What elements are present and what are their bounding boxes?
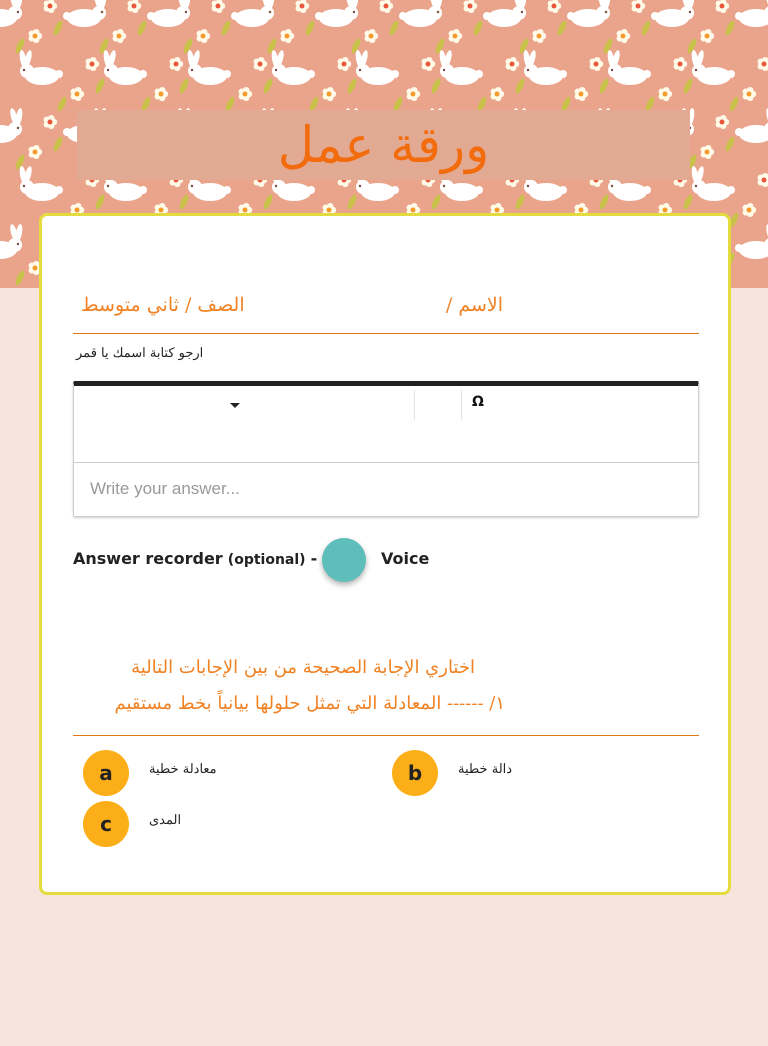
leaf-icon bbox=[556, 19, 568, 36]
flower-icon bbox=[44, 115, 58, 129]
recorder-dash: - bbox=[310, 549, 318, 568]
bunny-icon bbox=[354, 50, 399, 85]
recorder-title: Answer recorder bbox=[73, 549, 223, 568]
flower-icon bbox=[575, 87, 589, 101]
leaf-icon bbox=[430, 77, 442, 94]
leaf-icon bbox=[640, 19, 652, 36]
leaf-icon bbox=[304, 19, 316, 36]
question-instruction: اختاري الإجابة الصحيحة من بين الإجابات التالية bbox=[131, 657, 475, 678]
leaf-icon bbox=[472, 19, 484, 36]
leaf-icon bbox=[56, 95, 68, 112]
flower-icon bbox=[449, 29, 463, 43]
leaf-icon bbox=[220, 19, 232, 36]
bunny-icon bbox=[18, 166, 63, 201]
bunny-icon bbox=[0, 224, 24, 259]
flower-icon bbox=[743, 203, 757, 217]
question-text: ١/ ------ المعادلة التي تمثل حلولها بيانياً بخط مستقيم bbox=[114, 693, 505, 714]
leaf-icon bbox=[598, 193, 610, 210]
flower-icon bbox=[296, 0, 310, 13]
leaf-icon bbox=[266, 37, 278, 54]
option-letter-badge[interactable]: c bbox=[83, 801, 129, 847]
bunny-icon bbox=[438, 50, 483, 85]
flower-icon bbox=[533, 29, 547, 43]
leaf-icon bbox=[434, 37, 446, 54]
editor-toolbar bbox=[74, 386, 698, 422]
leaf-icon bbox=[136, 19, 148, 36]
bunny-icon bbox=[567, 0, 612, 27]
bunny-icon bbox=[0, 108, 24, 143]
bunny-icon bbox=[399, 0, 444, 27]
bunny-icon bbox=[231, 0, 276, 27]
leaf-icon bbox=[262, 77, 274, 94]
bunny-icon bbox=[735, 108, 768, 143]
answer-recorder bbox=[73, 549, 317, 568]
flower-icon bbox=[365, 29, 379, 43]
leaf-icon bbox=[178, 77, 190, 94]
leaf-icon bbox=[514, 77, 526, 94]
bunny-icon bbox=[651, 0, 696, 27]
flower-icon bbox=[128, 0, 142, 13]
flower-icon bbox=[380, 0, 394, 13]
leaf-icon bbox=[388, 19, 400, 36]
leaf-icon bbox=[724, 135, 736, 152]
leaf-icon bbox=[728, 95, 740, 112]
flower-icon bbox=[491, 87, 505, 101]
flower-icon bbox=[758, 173, 768, 187]
leaf-icon bbox=[98, 37, 110, 54]
leaf-icon bbox=[514, 193, 526, 210]
leaf-icon bbox=[94, 193, 106, 210]
flower-icon bbox=[71, 87, 85, 101]
flower-icon bbox=[464, 0, 478, 13]
leaf-icon bbox=[346, 77, 358, 94]
leaf-icon bbox=[14, 269, 26, 286]
name-class-row bbox=[73, 278, 699, 334]
page-title: ورقة عمل bbox=[277, 116, 490, 174]
leaf-icon bbox=[14, 153, 26, 170]
leaf-icon bbox=[682, 77, 694, 94]
flower-icon bbox=[422, 57, 436, 71]
flower-icon bbox=[197, 29, 211, 43]
bunny-icon bbox=[735, 224, 768, 259]
bunny-icon bbox=[690, 50, 735, 85]
flower-icon bbox=[113, 29, 127, 43]
flower-icon bbox=[617, 29, 631, 43]
option-text: معادلة خطية bbox=[149, 762, 217, 777]
editor-body[interactable] bbox=[74, 422, 698, 462]
flower-icon bbox=[155, 87, 169, 101]
leaf-icon bbox=[686, 37, 698, 54]
format-dropdown[interactable] bbox=[74, 386, 414, 422]
special-characters-button[interactable]: Ω bbox=[472, 394, 484, 410]
leaf-icon bbox=[724, 19, 736, 36]
option-letter-badge[interactable]: a bbox=[83, 750, 129, 796]
bunny-icon bbox=[102, 50, 147, 85]
bunny-icon bbox=[606, 50, 651, 85]
flower-icon bbox=[44, 0, 58, 13]
leaf-icon bbox=[518, 37, 530, 54]
leaf-icon bbox=[598, 77, 610, 94]
flower-icon bbox=[239, 87, 253, 101]
recorder-optional-label: (optional) bbox=[227, 552, 306, 568]
flower-icon bbox=[743, 87, 757, 101]
flower-icon bbox=[716, 115, 730, 129]
bunny-icon bbox=[270, 50, 315, 85]
option-letter-badge[interactable]: b bbox=[392, 750, 438, 796]
bunny-icon bbox=[522, 50, 567, 85]
flower-icon bbox=[338, 57, 352, 71]
leaf-icon bbox=[52, 19, 64, 36]
leaf-icon bbox=[350, 37, 362, 54]
flower-icon bbox=[29, 145, 43, 159]
option-text: دالة خطية bbox=[458, 762, 513, 777]
class-label: الصف / ثاني متوسط bbox=[81, 294, 245, 316]
flower-icon bbox=[701, 145, 715, 159]
flower-icon bbox=[674, 57, 688, 71]
caret-down-icon bbox=[230, 403, 240, 408]
flower-icon bbox=[716, 0, 730, 13]
leaf-icon bbox=[178, 193, 190, 210]
question-block bbox=[73, 649, 699, 736]
flower-icon bbox=[407, 87, 421, 101]
leaf-icon bbox=[14, 37, 26, 54]
leaf-icon bbox=[94, 77, 106, 94]
answer-editor bbox=[73, 381, 699, 517]
flower-icon bbox=[323, 87, 337, 101]
toolbar-button[interactable] bbox=[415, 386, 461, 422]
flower-icon bbox=[548, 0, 562, 13]
bunny-icon bbox=[735, 0, 768, 27]
toolbar-divider bbox=[461, 390, 462, 420]
leaf-icon bbox=[602, 37, 614, 54]
bunny-icon bbox=[690, 166, 735, 201]
flower-icon bbox=[170, 57, 184, 71]
voice-label: Voice bbox=[381, 549, 430, 568]
flower-icon bbox=[632, 0, 646, 13]
voice-record-button[interactable] bbox=[322, 538, 366, 582]
flower-icon bbox=[590, 57, 604, 71]
flower-icon bbox=[281, 29, 295, 43]
bunny-icon bbox=[18, 50, 63, 85]
option-text: المدى bbox=[149, 813, 182, 828]
bunny-icon bbox=[147, 0, 192, 27]
flower-icon bbox=[659, 87, 673, 101]
bunny-icon bbox=[186, 50, 231, 85]
bunny-icon bbox=[63, 0, 108, 27]
leaf-icon bbox=[346, 193, 358, 210]
flower-icon bbox=[701, 29, 715, 43]
worksheet-card bbox=[39, 213, 731, 895]
bunny-icon bbox=[0, 0, 24, 27]
bunny-icon bbox=[315, 0, 360, 27]
flower-icon bbox=[254, 57, 268, 71]
name-label: الاسم / bbox=[445, 294, 503, 316]
leaf-icon bbox=[182, 37, 194, 54]
flower-icon bbox=[758, 57, 768, 71]
flower-icon bbox=[29, 29, 43, 43]
flower-icon bbox=[212, 0, 226, 13]
bunny-icon bbox=[483, 0, 528, 27]
title-band bbox=[77, 110, 690, 180]
name-instruction: ارجو كتابة اسمك يا قمر bbox=[76, 346, 204, 361]
answer-input[interactable] bbox=[74, 463, 698, 515]
flower-icon bbox=[86, 57, 100, 71]
leaf-icon bbox=[52, 135, 64, 152]
leaf-icon bbox=[430, 193, 442, 210]
flower-icon bbox=[506, 57, 520, 71]
leaf-icon bbox=[262, 193, 274, 210]
leaf-icon bbox=[682, 193, 694, 210]
